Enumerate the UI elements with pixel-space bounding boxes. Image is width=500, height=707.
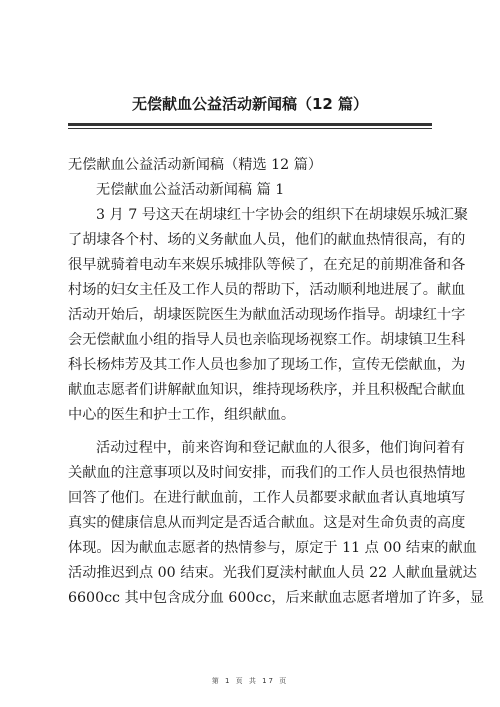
paragraph-line: 了胡埭各个村、场的义务献血人员，他们的献血热情很高，有的 [68, 232, 466, 248]
paragraph-line: 会无偿献血小组的指导人员也亲临现场视察工作。胡埭镇卫生科 [68, 332, 466, 348]
article-heading: 无偿献血公益活动新闻稿 篇 1 [96, 182, 285, 198]
paragraph-spacer [68, 428, 440, 436]
paragraph-line: 真实的健康信息从而判定是否适合献血。这是对生命负责的高度 [68, 515, 466, 531]
paragraph-line: 活动过程中，前来咨询和登记献血的人很多，他们询问着有 [96, 440, 465, 456]
paragraph-line: 活动推迟到点 00 结束。光我们夏渎村献血人员 22 人献血量就达 [68, 565, 477, 581]
title-divider-thick [68, 123, 432, 126]
paragraph-line: 关献血的注意事项以及时间安排，而我们的工作人员也很热情地 [68, 465, 466, 481]
paragraph-line: 回答了他们。在进行献血前，工作人员都要求献血者认真地填写 [68, 490, 466, 506]
paragraph-line: 体现。因为献血志愿者的热情参与，原定于 11 点 00 结束的献血 [68, 540, 477, 556]
paragraph-line: 科长杨炜芳及其工作人员也参加了现场工作，宣传无偿献血，为 [68, 357, 466, 373]
document-subtitle: 无偿献血公益活动新闻稿（精选 12 篇） [68, 157, 323, 173]
paragraph-line: 活动开始后，胡埭医院医生为献血活动现场作指导。胡埭红十字 [68, 307, 466, 323]
paragraph-line: 很早就骑着电动车来娱乐城排队等候了，在充足的前期准备和各 [68, 257, 466, 273]
document-body [68, 153, 485, 611]
paragraph-line: 村场的妇女主任及工作人员的帮助下，活动顺利地进展了。献血 [68, 282, 466, 298]
paragraph-line: 3 月 7 号这天在胡埭红十字协会的组织下在胡埭娱乐城汇聚 [96, 207, 469, 223]
paragraph-1 [68, 203, 469, 428]
paragraph-line: 献血志愿者们讲解献血知识，维持现场秩序，并且积极配合献血 [68, 382, 466, 398]
page-footer: 第 1 页 共 17 页 [211, 677, 289, 685]
title-divider-thin [68, 128, 432, 129]
paragraph-line: 6600cc 其中包含成分血 600cc，后来献血志愿者增加了许多，显 [68, 590, 485, 606]
paragraph-2 [68, 436, 485, 611]
paragraph-line: 中心的医生和护士工作，组织献血。 [68, 407, 296, 423]
document-title: 无偿献血公益活动新闻稿（12 篇） [131, 95, 369, 113]
